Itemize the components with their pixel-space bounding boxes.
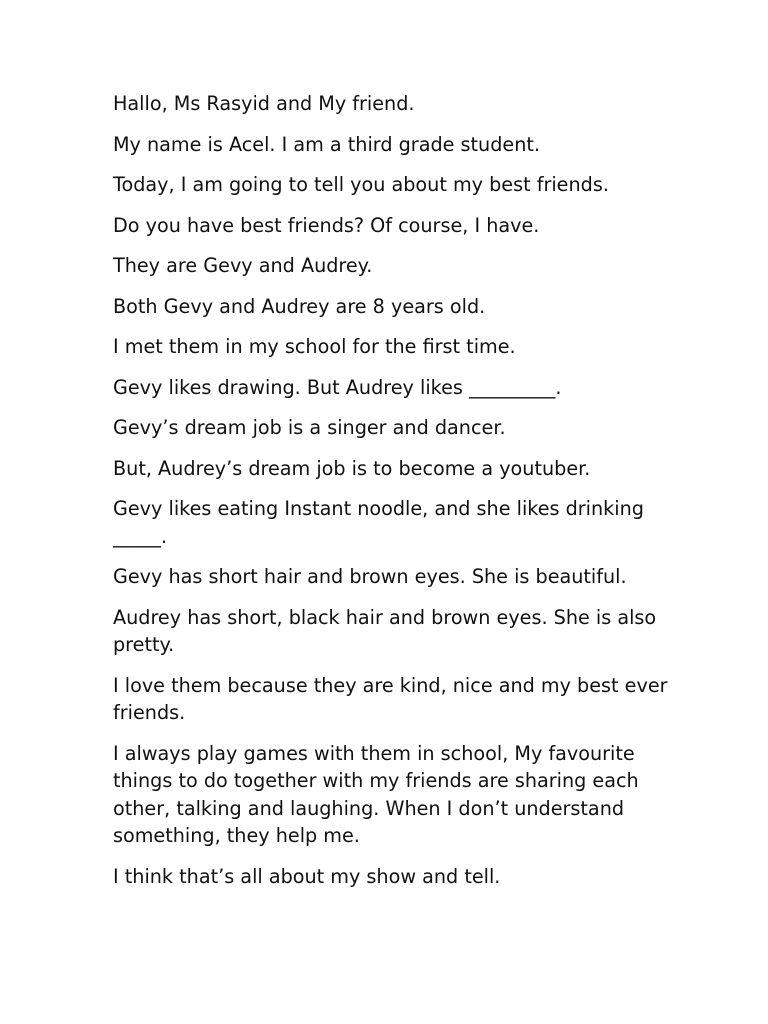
paragraph-introduction: My name is Acel. I am a third grade student.: [113, 132, 540, 156]
paragraph-gevy-dream-job: Gevy’s dream job is a singer and dancer.: [113, 416, 506, 439]
paragraph-hobbies: Gevy likes drawing. But Audrey likes _________.: [113, 375, 562, 399]
paragraph-reason-love: I love them because they are kind, nice and my best ever friends.: [113, 673, 668, 724]
paragraph-food-drink: Gevy likes eating Instant noodle, and she likes drinking _____.: [113, 497, 644, 548]
paragraph-audrey-appearance: Audrey has short, black hair and brown eyes. She is also pretty.: [113, 605, 657, 656]
paragraph-friends-names: They are Gevy and Audrey.: [113, 254, 373, 277]
paragraph-first-meeting: I met them in my school for the first time.: [113, 335, 516, 358]
paragraph-question: Do you have best friends? Of course, I have.: [113, 213, 540, 237]
document-body: [113, 90, 678, 903]
paragraph-greeting: Hallo, Ms Rasyid and My friend.: [113, 92, 415, 115]
paragraph-activities: I always play games with them in school, My favourite things to do together with my friends are sharing each other, talking and laughing. When I don’t understand something, they help me.: [113, 741, 639, 847]
paragraph-gevy-appearance: Gevy has short hair and brown eyes. She is beautiful.: [113, 565, 627, 588]
paragraph-friends-age: Both Gevy and Audrey are 8 years old.: [113, 294, 486, 318]
paragraph-audrey-dream-job: But, Audrey’s dream job is to become a youtuber.: [113, 456, 591, 480]
paragraph-closing: I think that’s all about my show and tell.: [113, 864, 501, 888]
paragraph-topic: Today, I am going to tell you about my best friends.: [113, 173, 609, 196]
